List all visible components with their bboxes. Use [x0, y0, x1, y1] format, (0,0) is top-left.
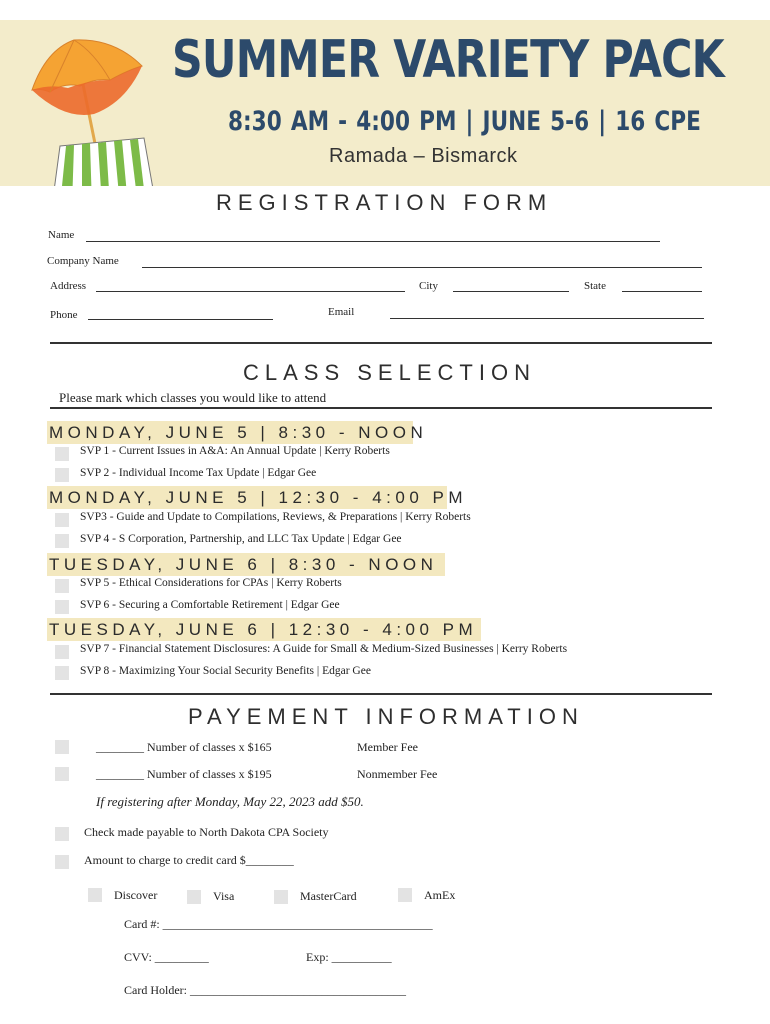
payment-heading: PAYEMENT INFORMATION [188, 704, 584, 729]
class-instruction: Please mark which classes you would like to attend [59, 390, 327, 405]
check-payment-checkbox[interactable] [55, 827, 69, 841]
class-selection-heading: CLASS SELECTION [243, 360, 536, 385]
member-fee-label: Member Fee [357, 740, 418, 754]
credit-card-amount-label: Amount to charge to credit card $________ [84, 853, 294, 867]
cvv-field[interactable]: CVV: _________ [124, 950, 209, 964]
class-option: SVP 7 - Financial Statement Disclosures: A Guide for Small & Medium-Sized Businesses | Kerry Roberts [80, 643, 568, 655]
class-checkbox-svp6[interactable] [55, 600, 69, 614]
divider [50, 407, 712, 409]
email-field[interactable] [390, 318, 704, 319]
event-details: 8:30 AM - 4:00 PM | JUNE 5-6 | 16 CPE [228, 106, 701, 137]
divider [50, 693, 712, 695]
class-option: SVP 1 - Current Issues in A&A: An Annual Update | Kerry Roberts [80, 445, 390, 457]
state-label: State [584, 280, 606, 292]
venue: Ramada – Bismarck [329, 145, 518, 167]
session-header: TUESDAY, JUNE 6 | 8:30 - NOON [47, 553, 445, 576]
registration-heading: REGISTRATION FORM [216, 190, 553, 215]
class-option: SVP 6 - Securing a Comfortable Retirement | Edgar Gee [80, 599, 340, 611]
visa-checkbox[interactable] [187, 890, 201, 904]
exp-field[interactable]: Exp: __________ [306, 950, 392, 964]
credit-card-checkbox[interactable] [55, 855, 69, 869]
check-payment-label: Check made payable to North Dakota CPA Society [84, 825, 329, 839]
nonmember-fee-label: Nonmember Fee [357, 767, 438, 781]
session-header: TUESDAY, JUNE 6 | 12:30 - 4:00 PM [47, 618, 481, 641]
nonmember-fee-checkbox[interactable] [55, 767, 69, 781]
phone-label: Phone [50, 309, 78, 321]
class-option: SVP 8 - Maximizing Your Social Security Benefits | Edgar Gee [80, 665, 371, 677]
divider [50, 342, 712, 344]
class-checkbox-svp7[interactable] [55, 645, 69, 659]
class-checkbox-svp2[interactable] [55, 468, 69, 482]
address-label: Address [50, 280, 87, 292]
class-checkbox-svp3[interactable] [55, 513, 69, 527]
name-label: Name [48, 229, 75, 241]
page-title: SUMMER VARIETY PACK [172, 30, 724, 90]
amex-checkbox[interactable] [398, 888, 412, 902]
nonmember-classes-count: ________ Number of classes x $195 [96, 767, 272, 781]
session-header: MONDAY, JUNE 5 | 12:30 - 4:00 PM [49, 488, 468, 507]
city-field[interactable] [453, 291, 569, 292]
card-holder-field[interactable]: Card Holder: ____________________________________ [124, 983, 406, 997]
address-field[interactable] [96, 291, 405, 292]
class-checkbox-svp5[interactable] [55, 579, 69, 593]
card-number-field[interactable]: Card #: _____________________________________________ [124, 917, 433, 931]
member-fee-checkbox[interactable] [55, 740, 69, 754]
state-field[interactable] [622, 291, 702, 292]
late-fee-note: If registering after Monday, May 22, 2023 add $50. [96, 794, 364, 809]
member-classes-count: ________ Number of classes x $165 [96, 740, 272, 754]
mastercard-label: MasterCard [300, 889, 357, 903]
class-option: SVP3 - Guide and Update to Compilations, Reviews, & Preparations | Kerry Roberts [80, 511, 471, 523]
class-option: SVP 4 - S Corporation, Partnership, and LLC Tax Update | Edgar Gee [80, 533, 402, 545]
session-header: MONDAY, JUNE 5 | 8:30 - NOON [49, 423, 428, 442]
class-checkbox-svp1[interactable] [55, 447, 69, 461]
email-label: Email [328, 306, 355, 318]
visa-label: Visa [213, 889, 235, 903]
class-option: SVP 5 - Ethical Considerations for CPAs | Kerry Roberts [80, 577, 342, 589]
beach-umbrella-icon [10, 28, 170, 186]
mastercard-checkbox[interactable] [274, 890, 288, 904]
phone-field[interactable] [88, 319, 273, 320]
class-option: SVP 2 - Individual Income Tax Update | Edgar Gee [80, 467, 317, 479]
discover-checkbox[interactable] [88, 888, 102, 902]
company-label: Company Name [47, 255, 119, 267]
amex-label: AmEx [424, 888, 456, 902]
class-checkbox-svp4[interactable] [55, 534, 69, 548]
name-field[interactable] [86, 241, 660, 242]
discover-label: Discover [114, 888, 158, 902]
company-field[interactable] [142, 267, 702, 268]
class-checkbox-svp8[interactable] [55, 666, 69, 680]
city-label: City [419, 280, 438, 292]
